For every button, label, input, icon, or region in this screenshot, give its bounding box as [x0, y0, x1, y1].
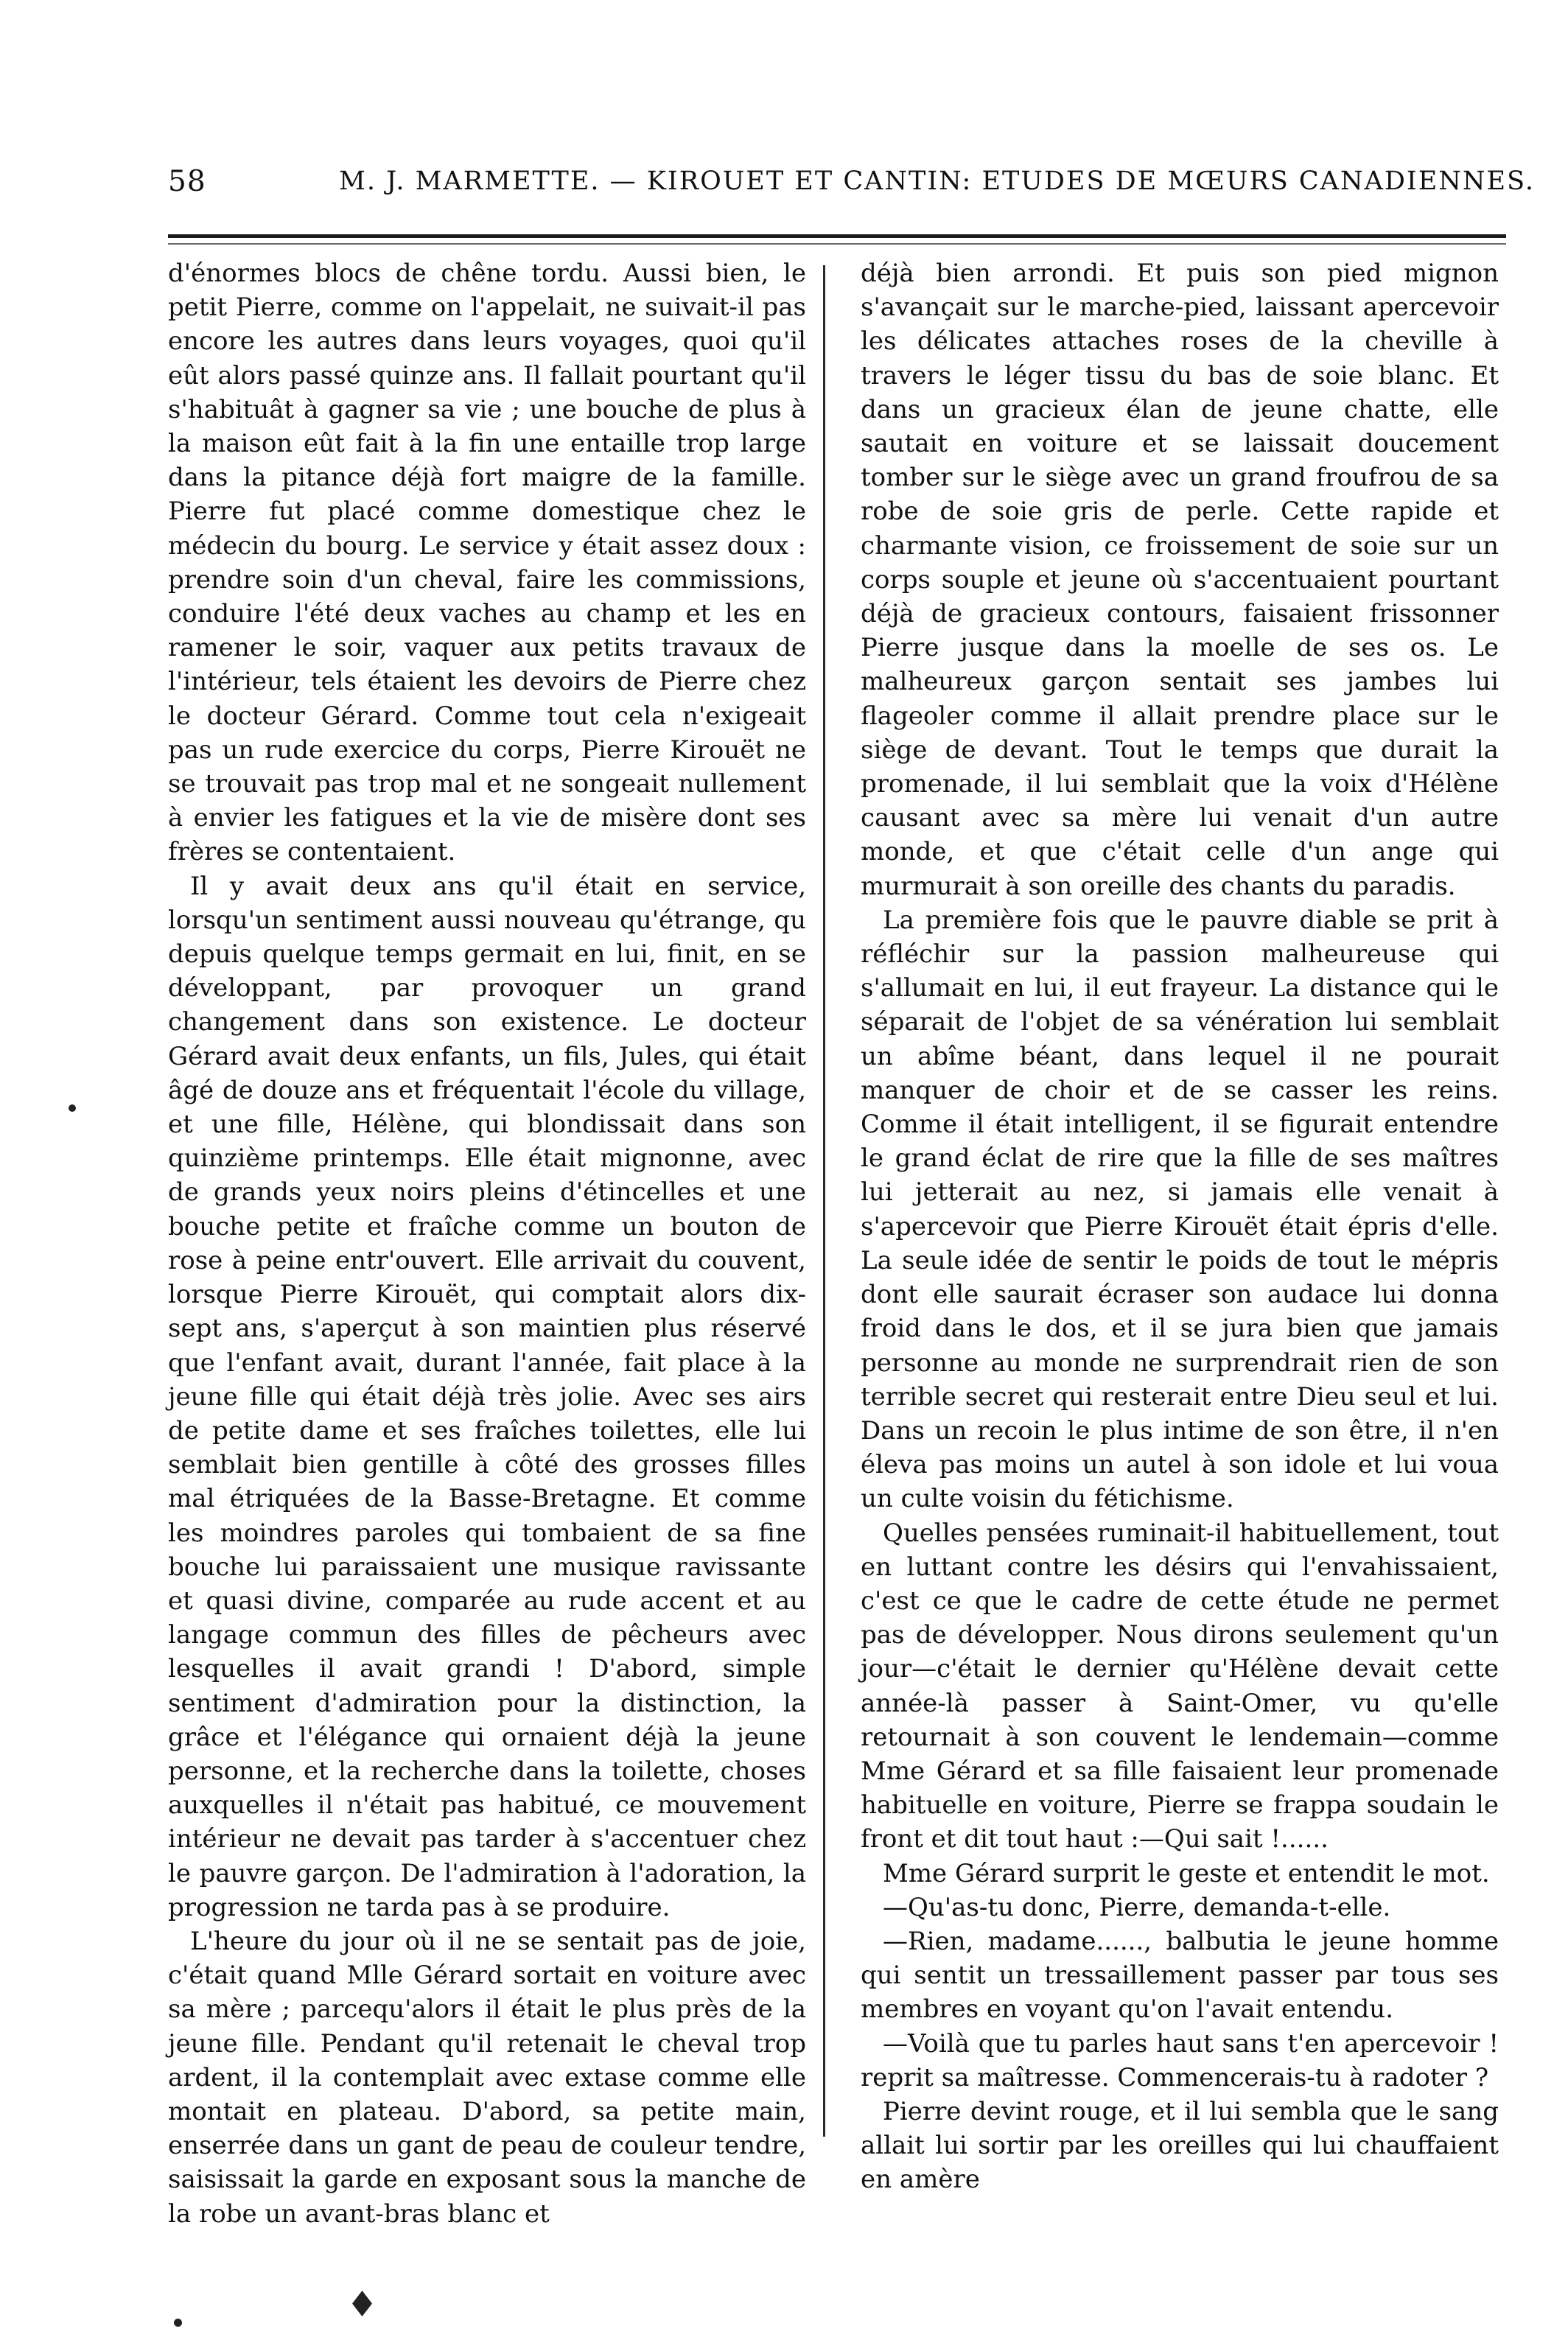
scan-speck — [174, 2319, 182, 2327]
footer-ornament: ♦ — [346, 2284, 379, 2325]
running-head: M. J. MARMETTE. — KIROUET ET CANTIN: ETUDES DE MŒURS CANADIENNES. — [339, 167, 1535, 196]
paragraph: déjà bien arrondi. Et puis son pied mignon s'avançait sur le marche-pied, laissant apercevoir les délicates attaches roses de la cheville à travers le léger tissu du bas de soie blanc. Et dans un gracieux élan de jeune chatte, elle sautait en voiture et se laissait doucement tomber sur le siège avec un grand froufrou de sa robe de soie gris de perle. Cette rapide et charmante vision, ce froissement de soie sur un corps souple et jeune où s'accentuaient pourtant déjà de gracieux contours, faisaient frissonner Pierre jusque dans la moelle de ses os. Le malheureux garçon sentait ses jambes lui flageoler comme il allait prendre place sur le siège de devant. Tout le temps que durait la promenade, il lui semblait que la voix d'Hélène causant avec sa mère lui venait d'un autre monde, et que c'était celle d'un ange qui murmurait à son oreille des chants du paradis. — [861, 259, 1499, 901]
paragraph: —Voilà que tu parles haut sans t'en apercevoir ! reprit sa maîtresse. Commencerais-tu à radoter ? — [861, 2028, 1499, 2092]
paragraph: L'heure du jour où il ne se sentait pas de joie, c'était quand Mlle Gérard sortait en voiture avec sa mère ; parcequ'alors il était le plus près de la jeune fille. Pendant qu'il retenait le cheval trop ardent, il la contemplait avec extase comme elle montait en plateau. D'abord, sa petite main, enserrée dans un gant de peau de couleur tendre, saisissait la garde en exposant sous la manche de la robe un avant-bras blanc et — [168, 1926, 806, 2229]
header-rule-thin — [168, 243, 1506, 245]
scan-speck — [69, 1104, 76, 1112]
paragraph: Il y avait deux ans qu'il était en service, lorsqu'un sentiment aussi nouveau qu'étrange, qu depuis quelque temps germait en lui, finit, en se développant, par provoquer un grand changement dans son existence. Le docteur Gérard avait deux enfants, un fils, Jules, qui était âgé de douze ans et fréquentait l'école du village, et une fille, Hélène, qui blondissait dans son quinzième printemps. Elle était mignonne, avec de grands yeux noirs pleins d'étincelles et une bouche petite et fraîche comme un bouton de rose à peine entr'ouvert. Elle arrivait du couvent, lorsque Pierre Kirouët, qui comptait alors dix-sept ans, s'aperçut à son maintien plus réservé que l'enfant avait, durant l'année, fait place à la jeune fille qui était déjà très jolie. Avec ses airs de petite dame et ses fraîches toilettes, elle lui semblait bien gentille à côté des grosses filles mal étriquées de la Basse-Bretagne. Et comme les moindres paroles qui tombaient de sa fine bouche lui paraissaient une musique ravissante et quasi divine, comparée au rude accent et au langage commun des filles de pêcheurs avec lesquelles il avait grandi ! D'abord, simple sentiment d'admiration pour la distinction, la grâce et l'élégance qui ornaient déjà la jeune personne, et la recherche dans la toilette, choses auxquelles il n'était pas habitué, ce mouvement intérieur ne devait pas tarder à s'accentuer chez le pauvre garçon. De l'admiration à l'adoration, la progression ne tarda pas à se produire. — [168, 871, 806, 1922]
right-column — [861, 256, 1499, 2197]
paragraph: Mme Gérard surprit le geste et entendit le mot. — [883, 1858, 1490, 1888]
paragraph: —Qu'as-tu donc, Pierre, demanda-t-elle. — [883, 1892, 1391, 1922]
paragraph: d'énormes blocs de chêne tordu. Aussi bien, le petit Pierre, comme on l'appelait, ne suivait-il pas encore les autres dans leurs voyages, quoi qu'il eût alors passé quinze ans. Il fallait pourtant qu'il s'habituât à gagner sa vie ; une bouche de plus à la maison eût fait à la fin une entaille trop large dans la pitance déjà fort maigre de la famille. Pierre fut placé comme domestique chez le médecin du bourg. Le service y était assez doux : prendre soin d'un cheval, faire les commissions, conduire l'été deux vaches au champ et les en ramener le soir, vaquer aux petits travaux de l'intérieur, tels étaient les devoirs de Pierre chez le docteur Gérard. Comme tout cela n'exigeait pas un rude exercice du corps, Pierre Kirouët ne se trouvait pas trop mal et ne songeait nullement à envier les fatigues et la vie de misère dont ses frères se contentaient. — [168, 259, 806, 867]
column-divider — [823, 265, 825, 2137]
left-column — [168, 256, 806, 2231]
paragraph: —Rien, madame......, balbutia le jeune homme qui sentit un tressaillement passer par tous ses membres en voyant qu'on l'avait entendu. — [861, 1926, 1499, 2025]
paragraph: La première fois que le pauvre diable se prit à réfléchir sur la passion malheureuse qui s'allumait en lui, il eut frayeur. La distance qui le séparait de l'objet de sa vénération lui semblait un abîme béant, dans lequel il ne pourait manquer de choir et de se casser les reins. Comme il était intelligent, il se figurait entendre le grand éclat de rire que la fille de ses maîtres lui jetterait au nez, si jamais elle venait à s'apercevoir que Pierre Kirouët était épris d'elle. La seule idée de sentir le poids de tout le mépris dont elle saurait écraser son audace lui donna froid dans le dos, et il se jura bien que jamais personne au monde ne surprendrait rien de son terrible secret qui resterait entre Dieu seul et lui. Dans un recoin le plus intime de son être, il n'en éleva pas moins un autel à son idole et lui voua un culte voisin du fétichisme. — [861, 905, 1499, 1514]
header-rule — [168, 234, 1506, 238]
paragraph: Quelles pensées ruminait-il habituellement, tout en luttant contre les désirs qui l'envahissaient, c'est ce que le cadre de cette étude ne permet pas de développer. Nous dirons seulement qu'un jour—c'était le dernier qu'Hélène devait cette année-là passer à Saint-Omer, vu qu'elle retournait à son couvent le lendemain—comme Mme Gérard et sa fille faisaient leur promenade habituelle en voiture, Pierre se frappa soudain le front et dit tout haut :—Qui sait !...... — [861, 1518, 1499, 1854]
page-number: 58 — [168, 165, 206, 198]
paragraph: Pierre devint rouge, et il lui sembla que le sang allait lui sortir par les oreilles qui lui chauffaient en amère — [861, 2096, 1499, 2195]
